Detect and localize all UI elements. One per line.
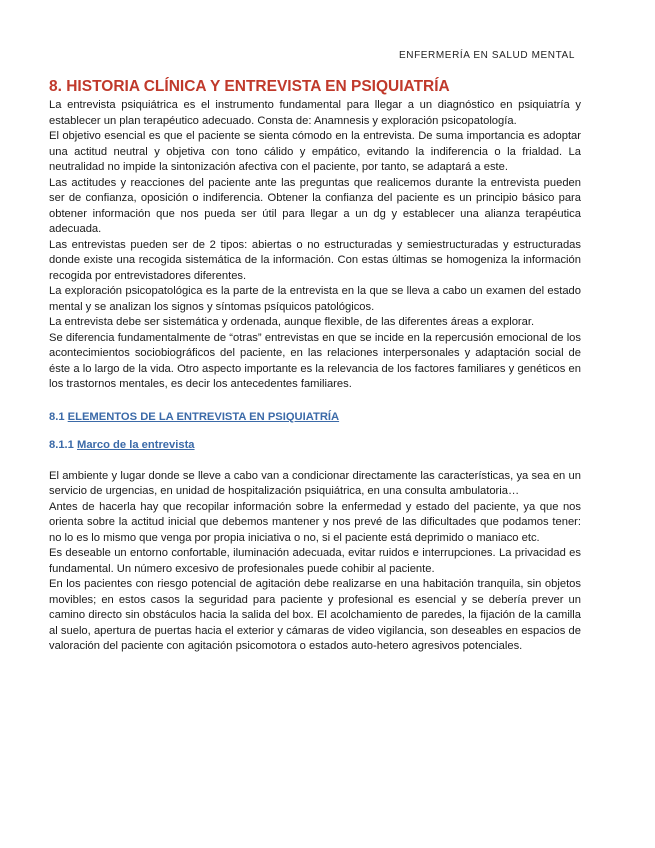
paragraph: Antes de hacerla hay que recopilar información sobre la enfermedad y estado del paciente, ya que nos orienta sobre la actitud inicial que debemos mantener y nos prevé de las dificultades que podamos tener: no lo es lo mismo que venga por propia iniciativa o no, si el paciente está deprimido o maniaco etc. [49,500,581,544]
running-header: ENFERMERÍA EN SALUD MENTAL [398,50,575,61]
subsection-title: Marco de la entrevista [77,438,195,451]
paragraph: El objetivo esencial es que el paciente se sienta cómodo en la entrevista. De suma importancia es adoptar una actitud neutral y objetiva con tono cálido y empático, evitando la indiferencia o la frialdad. La neutralidad no impide la sintonización afectiva con el paciente, por tanto, se adaptará a este. [49,130,581,173]
paragraph: Las entrevistas pueden ser de 2 tipos: abiertas o no estructuradas y semiestructuradas y estructuradas donde existe una recogida sistemática de la información. Con estas últimas se homogeniza la información recogida por entrevistadores diferentes. [49,238,581,282]
paragraph: El ambiente y lugar donde se lleve a cabo van a condicionar directamente las características, ya sea en un servicio de urgencias, en unidad de hospitalización psiquiátrica, en una consulta ambulatoria… [49,469,581,497]
section-heading [49,411,581,423]
paragraph: La entrevista psiquiátrica es el instrumento fundamental para llegar a un diagnóstico en psiquiatría y establecer un plan terapéutico adecuado. Consta de: Anamnesis y exploración psicopatología. [49,99,581,127]
paragraph: Se diferencia fundamentalmente de “otras” entrevistas en que se incide en la repercusión emocional de los acontecimientos sociobiográficos del paciente, en las relaciones interpersonales y adaptación social de éste a lo largo de la vida. Otro aspecto importante es la relevancia de los factores familiares y genéticos en los trastornos mentales, es decir los antecedentes familiares. [49,331,581,390]
marco-section [49,469,581,655]
paragraph: La entrevista debe ser sistemática y ordenada, aunque flexible, de las diferentes áreas a explorar. [49,316,535,328]
paragraph: Las actitudes y reacciones del paciente ante las preguntas que realicemos durante la entrevista pueden ser de confianza, oposición o indiferencia. Obtener la confianza del paciente es un principio básico para obtener información que nos pueda ser útil para llegar a un dg y establecer una alianza terapéutica adecuada. [49,176,581,235]
section-title: ELEMENTOS DE LA ENTREVISTA EN PSIQUIATRÍA [67,410,340,423]
paragraph: Es deseable un entorno confortable, iluminación adecuada, evitar ruidos e interrupciones. La privacidad es fundamental. Un número excesivo de profesionales puede cohibir al paciente. [49,547,581,575]
page-content [49,78,581,655]
subsection-heading [49,439,581,451]
chapter-title: 8. HISTORIA CLÍNICA Y ENTREVISTA EN PSIQUIATRÍA [49,78,450,95]
subsection-number: 8.1.1 [49,438,74,451]
paragraph: La exploración psicopatológica es la parte de la entrevista en la que se lleva a cabo un examen del estado mental y se analizan los signos y síntomas psíquicos patológicos. [49,285,581,313]
intro-section [49,98,581,393]
paragraph: En los pacientes con riesgo potencial de agitación debe realizarse en una habitación tranquila, sin objetos movibles; en estos casos la seguridad para paciente y profesional es esencial y se debería prever un camino directo sin obstáculos hacia la salida del box. El acolchamiento de paredes, la fijación de la camilla al suelo, apertura de puertas hacia el exterior y cámaras de video vigilancia, son deseables en espacios de valoración del paciente con agitación psicomotora o estados auto-hetero agresivos potenciales. [49,578,581,652]
section-number: 8.1 [49,410,65,423]
